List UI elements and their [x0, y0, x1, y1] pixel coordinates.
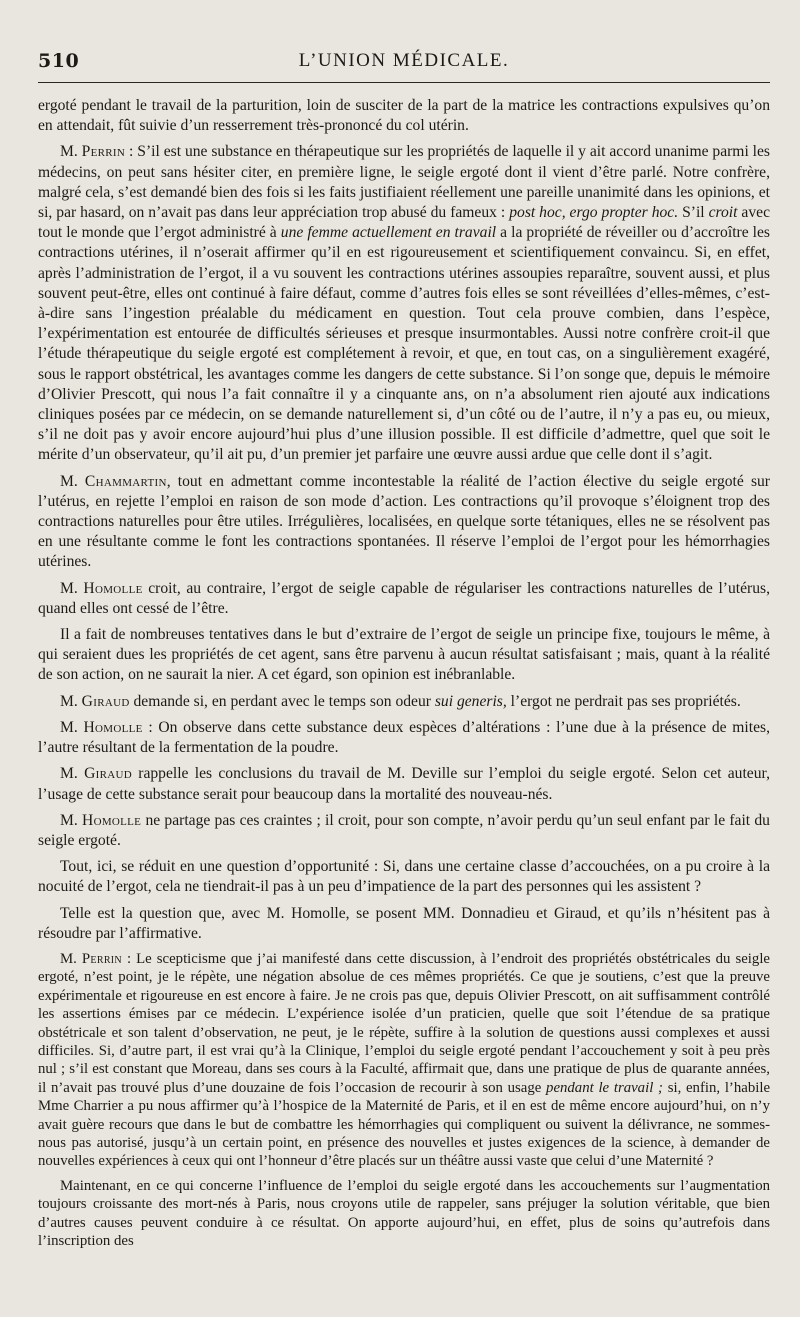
text-run: ne partage pas ces craintes ; il croit, pour son compte, n’avoir perdu qu’un seul enfant par le fait du seigle ergoté.: [38, 811, 770, 849]
speaker-name: Perrin: [81, 143, 126, 161]
text-run: demande si, en perdant avec le temps son odeur: [129, 692, 435, 710]
paragraph: [38, 579, 770, 619]
text-run: S’il: [678, 204, 709, 222]
italic-text: une femme actuellement en travail: [280, 224, 497, 242]
page-number: 510: [38, 50, 80, 72]
paragraph: [38, 142, 770, 465]
text-run: M.: [60, 143, 82, 161]
text-run: Telle est la question que, avec M. Homolle, se posent MM. Donnadieu et Giraud, et qu’ils n’hésitent pas à résoudre par l’affirmative.: [38, 904, 770, 942]
text-run: ergoté pendant le travail de la parturition, loin de susciter de la part de la matrice les contractions expulsives qu’on en attendait, fût suivie d’un resserrement très-prononcé du col utérin.: [38, 97, 770, 135]
paragraph: [38, 692, 770, 712]
text-run: M.: [60, 811, 83, 829]
paragraph: [38, 1177, 770, 1251]
paragraph: [38, 625, 770, 686]
italic-text: post hoc, ergo propter hoc.: [509, 204, 679, 222]
text-run: , tout en admettant comme incontestable la réalité de l’action élective du seigle ergoté sur l’utérus, en rejette l’emploi en raison de son mode d’action. Les contractions qu’il provoque s’éloignent trop des contractions naturelles pour être utiles. Irrégulières, localisées, en quelque sorte tétaniques, elles ne se résolvent pas en une résultante comme le font les contractions spontanées. Il réserve l’emploi de l’ergot pour les hémorrhagies utérines.: [38, 472, 771, 571]
speaker-name: Giraud: [81, 692, 130, 710]
header-rule: [38, 82, 770, 83]
paragraph: [38, 904, 770, 944]
text-run: Il a fait de nombreuses tentatives dans le but d’extraire de l’ergot de seigle un principe fixe, toujours le même, à qui seraient dues les propriétés de cet agent, sans être parvenu à aucun résultat satisfaisant ; mais, quant à la réalité de son action, on ne saurait la nier. A cet égard, son opinion est inébranlable.: [38, 626, 770, 684]
italic-text: pendant le travail ;: [546, 1079, 663, 1096]
text-run: M.: [60, 765, 85, 783]
text-run: M.: [60, 579, 84, 597]
paragraph: [38, 764, 770, 804]
text-run: a la propriété de réveiller ou d’accroître les contractions utérines, il n’oserait affirmer qu’il en est rigoureusement et scientifiquement convaincu. Si, en effet, après l’administration de l’ergot, il a vu souvent les contractions utérines assoupies reparaître, souvent aussi, et plus souvent peut-être, elles ont continué à faire défaut, comme d’autres fois elles se sont réveillées d’elles-mêmes, c’est-à-dire sans l’ingestion préalable du médicament en question. Tout cela prouve combien, dans l’espèce, l’expérimentation est entourée de difficultés sérieuses et presque insurmontables. Aussi notre confrère croit-il que l’étude thérapeutique du seigle ergoté est complétement à revoir, et que, en tout cas, on a singulièrement exagéré, sous le rapport obstétrical, les avantages comme les dangers de cette substance. Si l’on songe que, depuis le mémoire d’Olivier Prescott, qui nous l’a fait connaître il y a cinquante ans, on n’a absolument rien ajouté aux indications cliniques posées par ce médecin, on se demande naturellement si, d’un côté ou de l’autre, il n’y a pas eu, ou mieux, s’il ne doit pas y avoir encore aujourd’hui plus d’une illusion possible. Il est difficile d’admettre, quel que soit le mérite d’un observateur, qu’il ait pu, d’un premier jet parfaire une œuvre aussi ardue que celle dont il s’agit.: [38, 224, 770, 464]
paragraph: [38, 950, 770, 1171]
journal-title: L’UNION MÉDICALE.: [298, 50, 510, 71]
paragraph: [38, 472, 770, 573]
text-run: si, enfin, l’habile Mme Charrier a pu nous affirmer qu’à l’hospice de la Maternité de Paris, et il en est de même encore aujourd’hui, on n’y avait guère recours que dans le but de combattre les hémorrhagies qui compliquent ou suivent la délivrance, ne sommes-nous pas autorisé, jusqu’à un certain point, en présence des nouvelles et justes exigences de la science, à demander de nouvelles expériences à ceux qui ont l’honneur d’être placés sur un théâtre aussi vaste que celui d’une Maternité ?: [38, 1079, 771, 1170]
text-run: rappelle les conclusions du travail de M. Deville sur l’emploi du seigle ergoté. Selon cet auteur, l’usage de cette substance serait pour beaucoup dans la mortalité des nouveau-nés.: [38, 765, 770, 803]
text-run: M.: [60, 472, 85, 490]
paragraph: [38, 718, 770, 758]
paragraph: [38, 96, 770, 136]
paragraph: [38, 811, 770, 851]
paragraph: [38, 857, 770, 897]
speaker-name: Giraud: [84, 765, 132, 783]
text-run: : On observe dans cette substance deux espèces d’altérations : l’une due à la présence de mites, l’autre résultant de la fermentation de la poudre.: [38, 718, 770, 757]
running-head: [38, 0, 770, 96]
italic-text: croit: [708, 204, 738, 222]
text-run: Tout, ici, se réduit en une question d’opportunité : Si, dans une certaine classe d’accouchées, on a pu croire à la nocuité de l’ergot, cela ne tiendrait-il pas à un peu d’impatience de la part des personnes qui les assistent ?: [38, 858, 770, 896]
body-text: [38, 96, 770, 1250]
text-run: avec tout le monde que l’ergot administré à: [38, 204, 770, 242]
text-run: M.: [60, 718, 84, 736]
speaker-name: Homolle: [83, 718, 143, 736]
italic-text: sui generis,: [434, 692, 507, 710]
text-run: : S’il est une substance en thérapeutique sur les propriétés de laquelle il y ait accord unanime parmi les médecins, on peut sans hésiter citer, en première ligne, le seigle ergoté dont il vient d’être parlé. Notre confrère, malgré cela, s’est demandé bien des fois si les faits justifiaient réellement une pareille unanimité dans les opinions, et si, par hasard, on n’avait pas dans leur appréciation trop abusé du fameux :: [38, 143, 770, 222]
text-run: : Le scepticisme que j’ai manifesté dans cette discussion, à l’endroit des propriétés obstétricales du seigle ergoté, n’est point, je le répète, une négation absolue de ces mêmes propriétés. Ce que je soutiens, c’est que la preuve expérimentale et rigoureuse en est encore à faire. Je ne crois pas que, depuis Olivier Prescott, on ait suffisamment contrôlé les assertions émises par ce médecin. L’expérience isolée d’un praticien, quelle que soit l’étendue de sa pratique obstétricale et son talent d’observation, ne peut, je le répète, suffire à la solution de questions aussi complexes et aussi difficiles. Si, d’autre part, il est vrai qu’à la Clinique, l’emploi du seigle ergoté pendant l’accouchement y soit à peu près nul ; s’il est constant que Moreau, dans ses cours à la Faculté, affirmait que, dans une pratique de plus de quarante années, il n’avait pas trouvé plus d’une douzaine de fois l’occasion de recourir à son usage: [38, 950, 770, 1096]
speaker-name: Homolle: [83, 579, 143, 597]
text-run: croit, au contraire, l’ergot de seigle capable de régulariser les contractions naturelles de l’utérus, quand elles ont cessé de l’être.: [38, 579, 770, 617]
text-run: M.: [60, 950, 82, 967]
speaker-name: Homolle: [82, 811, 142, 829]
text-run: Maintenant, en ce qui concerne l’influence de l’emploi du seigle ergoté dans les accouchements sur l’augmentation toujours croissante des mort-nés à Paris, nous croyons utile de rappeler, sans préjuger la solution véritable, que bien d’autres causes peuvent conduire à ce résultat. On apporte aujourd’hui, en effet, plus de soins qu’autrefois dans l’inscription des: [38, 1177, 770, 1250]
text-run: M.: [60, 692, 82, 710]
text-run: l’ergot ne perdrait pas ses propriétés.: [506, 692, 741, 710]
speaker-name: Chammartin: [84, 472, 167, 490]
speaker-name: Perrin: [81, 950, 122, 967]
